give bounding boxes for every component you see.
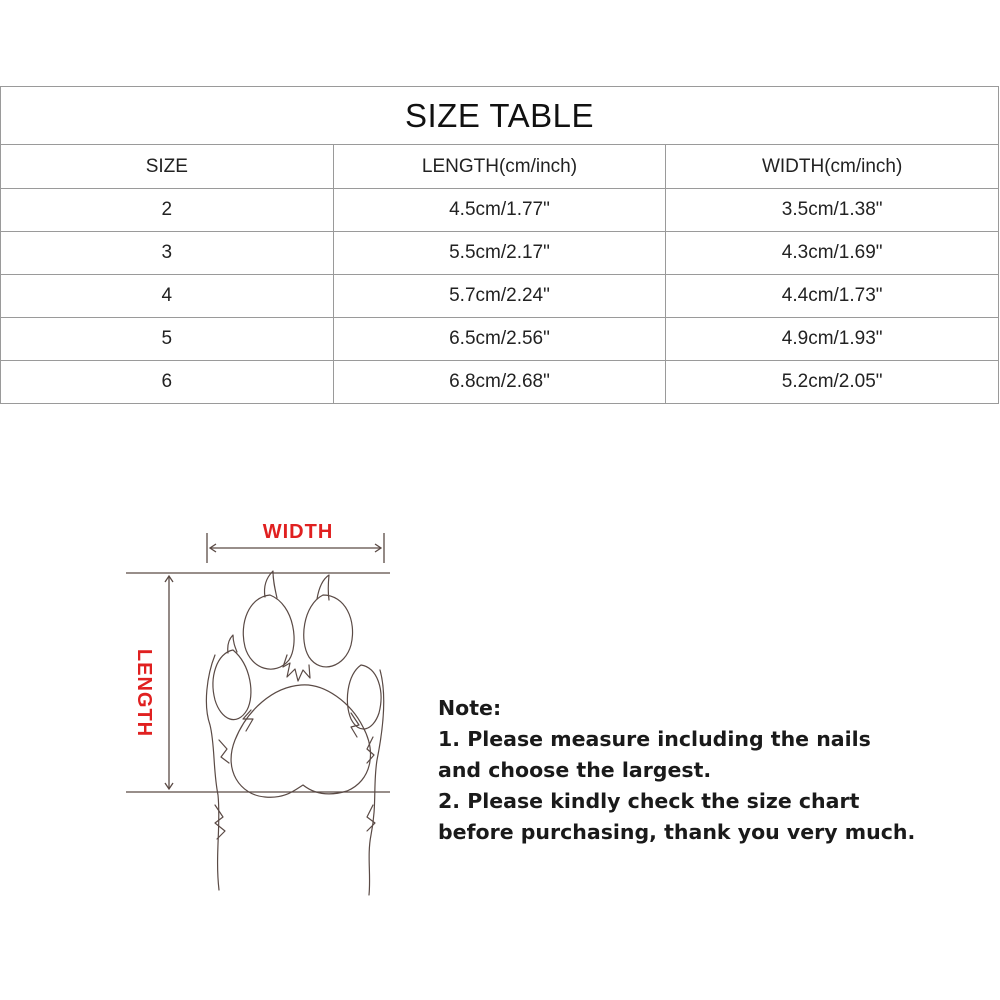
cell-width: 5.2cm/2.05"	[666, 361, 999, 404]
note-line: and choose the largest.	[438, 758, 712, 782]
note-line: before purchasing, thank you very much.	[438, 820, 916, 844]
table-row	[1, 189, 999, 232]
width-label: WIDTH	[262, 521, 334, 543]
cell-length: 6.5cm/2.56"	[333, 318, 666, 361]
note-block	[438, 693, 978, 848]
cell-length: 5.5cm/2.17"	[333, 232, 666, 275]
cell-width: 4.9cm/1.93"	[666, 318, 999, 361]
cell-size: 2	[1, 189, 334, 232]
paw-sketch	[206, 571, 383, 895]
header-size: SIZE	[1, 145, 334, 189]
note-line: 1. Please measure including the nails	[438, 727, 871, 751]
cell-size: 5	[1, 318, 334, 361]
table-row	[1, 318, 999, 361]
note-line: 2. Please kindly check the size chart	[438, 789, 860, 813]
note-heading: Note:	[438, 696, 502, 720]
cell-size: 4	[1, 275, 334, 318]
cell-width: 4.4cm/1.73"	[666, 275, 999, 318]
length-measure-line	[126, 573, 390, 792]
table-header-row	[1, 145, 999, 189]
header-width: WIDTH(cm/inch)	[666, 145, 999, 189]
paw-measurement-diagram	[115, 505, 415, 900]
cell-size: 6	[1, 361, 334, 404]
length-label: LENGTH	[133, 648, 155, 738]
cell-width: 3.5cm/1.38"	[666, 189, 999, 232]
cell-size: 3	[1, 232, 334, 275]
table-title: SIZE TABLE	[1, 87, 999, 145]
cell-length: 5.7cm/2.24"	[333, 275, 666, 318]
cell-length: 6.8cm/2.68"	[333, 361, 666, 404]
table-row	[1, 361, 999, 404]
size-table	[0, 86, 999, 404]
header-length: LENGTH(cm/inch)	[333, 145, 666, 189]
table-row	[1, 275, 999, 318]
table-row	[1, 232, 999, 275]
cell-width: 4.3cm/1.69"	[666, 232, 999, 275]
cell-length: 4.5cm/1.77"	[333, 189, 666, 232]
